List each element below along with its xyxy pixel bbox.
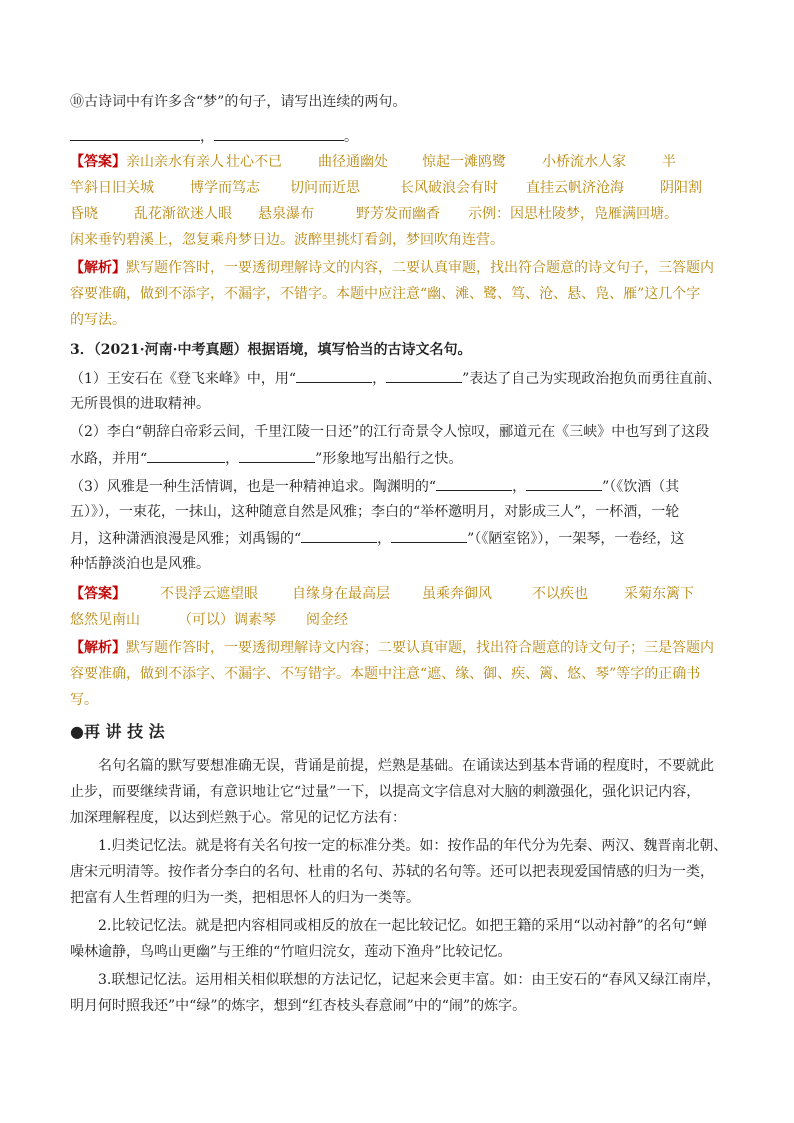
paragraph-4-line-1: 3.联想记忆法。运用相关相似联想的方法记忆，记起来会更丰富。如：由王安石的“春风又绿江南岸， <box>98 972 721 988</box>
period: 。 <box>344 129 358 145</box>
answer-blank[interactable] <box>386 368 462 383</box>
analysis-tag: 【解析】 <box>70 260 126 276</box>
text: ”（《饮酒（其 <box>602 479 680 495</box>
answer-blank[interactable] <box>70 126 200 141</box>
answer-1-line-2 <box>70 178 702 198</box>
section-heading <box>70 722 165 742</box>
answer-blank[interactable] <box>436 476 512 491</box>
answer-item: 亲山亲水有亲人 <box>126 154 224 170</box>
analysis-tag: 【解析】 <box>70 640 126 656</box>
section-title: 再 讲 技 法 <box>83 722 165 741</box>
paragraph-3-line-1: 2.比较记忆法。就是把内容相同或相反的放在一起比较记忆。如把王籍的采用“以动衬静”的名句“蝉 <box>98 918 707 934</box>
analysis-text: 默写题作答时，一要透彻理解诗文的内容，二要认真审题，找出符合题意的诗文句子，三答题内 <box>126 260 714 276</box>
analysis-2-line-3: 写。 <box>70 692 98 708</box>
answer-blank[interactable] <box>301 528 377 543</box>
answer-tag: 【答案】 <box>70 154 126 170</box>
answer-item: 长风破浪会有时 <box>400 180 498 196</box>
analysis-1-line-3: 的写法。 <box>70 312 126 328</box>
text: （3）风雅是一种生活情调，也是一种精神追求。陶渊明的“ <box>70 479 437 495</box>
answer-item: 曲径通幽处 <box>318 154 388 170</box>
text: ， <box>225 451 240 467</box>
answer-item: 虽乘奔御风 <box>422 586 492 602</box>
question-10-blanks <box>70 126 358 147</box>
comma: ， <box>200 129 214 145</box>
q3-part-3-line-3 <box>70 528 684 549</box>
answer-item: 悠然见南山 <box>70 612 140 628</box>
answer-item: 阴阳割 <box>660 180 702 196</box>
text: ”表达了自己为实现政治抱负而勇往直前、 <box>462 371 722 387</box>
paragraph-2-line-2: 唐宋元明清等。按作者分李白的名句、杜甫的名句、苏轼的名句等。还可以把表现爱国情感的归为一类， <box>70 864 714 880</box>
answer-item: 野芳发而幽香 <box>356 206 440 222</box>
answer-blank[interactable] <box>214 126 344 141</box>
answer-item: 乱花渐欲迷人眼 <box>134 206 232 222</box>
paragraph-2-line-3: 把富有人生哲理的归为一类，把相思怀人的归为一类等。 <box>70 890 420 906</box>
paragraph-3-line-2: 噪林逾静，鸟鸣山更幽”与王维的“竹喧归浣女，莲动下渔舟”比较记忆。 <box>70 944 512 960</box>
text: ， <box>377 531 392 547</box>
answer-1-line-4: 闲来垂钓碧溪上，忽复乘舟梦日边。波醉里挑灯看剑，梦回吹角连营。 <box>70 232 504 248</box>
answer-item: 不以疾也 <box>532 586 588 602</box>
question-instruction: 根据语境，填写恰当的古诗文名句。 <box>247 342 472 358</box>
answer-item: 自缘身在最高层 <box>292 586 390 602</box>
answer-1-line-3 <box>70 204 678 224</box>
question-10-prompt: ⑩古诗词中有许多含“梦”的句子，请写出连续的两句。 <box>70 94 407 110</box>
answer-item: 昏晓 <box>70 206 98 222</box>
q3-part-1-line-2: 无所畏惧的进取精神。 <box>70 396 210 412</box>
answer-blank[interactable] <box>526 476 602 491</box>
answer-blank[interactable] <box>296 368 372 383</box>
analysis-1-line-1 <box>70 258 714 278</box>
answer-item: （可以）调素琴 <box>178 612 276 628</box>
q3-part-3-line-1 <box>70 476 679 497</box>
answer-item: 切问而近思 <box>290 180 360 196</box>
analysis-text: 默写题作答时，一要透彻理解诗文内容；二要认真审题，找出符合题意的诗文句子；三是答题内 <box>126 640 714 656</box>
analysis-2-line-2: 容要准确，做到不添字、不漏字、不写错字。本题中注意“遮、缘、御、疾、篱、悠、琴”等字的正确书 <box>70 666 701 682</box>
answer-item: 小桥流水人家 <box>542 154 626 170</box>
answer-item: 示例：因思杜陵梦，凫雁满回塘。 <box>468 206 678 222</box>
answer-tag: 【答案】 <box>70 586 126 602</box>
answer-item: 悬泉瀑布 <box>258 206 314 222</box>
text: 月，这种潇洒浪漫是风雅；刘禹锡的“ <box>70 531 302 547</box>
answer-item: 半 <box>662 154 676 170</box>
text: ， <box>372 371 387 387</box>
answer-2-line-2 <box>70 610 348 630</box>
answer-item: 直挂云帆济沧海 <box>526 180 624 196</box>
answer-item: 不畏浮云遮望眼 <box>160 586 258 602</box>
answer-item: 壮心不已 <box>226 154 282 170</box>
text: ”（《陋室铭》），一架琴，一卷经，这 <box>467 531 685 547</box>
answer-1-line-1 <box>70 152 676 172</box>
q3-part-2-line-1: （2）李白“朝辞白帝彩云间，千里江陵一日还”的江行奇景令人惊叹，郦道元在《三峡》中也写到了这段 <box>70 424 710 440</box>
paragraph-2-line-1: 1.归类记忆法。就是将有关名句按一定的标准分类。如：按作品的年代分为先秦、两汉、魏晋南北朝、 <box>98 838 728 854</box>
answer-2-line-1 <box>70 584 694 604</box>
answer-blank[interactable] <box>239 448 315 463</box>
answer-item: 惊起一滩鸥鹭 <box>422 154 506 170</box>
q3-part-2-line-2 <box>70 448 462 469</box>
answer-blank[interactable] <box>147 448 225 463</box>
answer-blank[interactable] <box>391 528 467 543</box>
answer-item: 阅金经 <box>306 612 348 628</box>
answer-item: 竿斜日旧关城 <box>70 180 154 196</box>
paragraph-1-line-1: 名句名篇的默写要想准确无误，背诵是前提，烂熟是基础。在诵读达到基本背诵的程度时，不要就此 <box>98 758 714 774</box>
text: ， <box>512 479 527 495</box>
analysis-1-line-2: 容要准确，做到不添字，不漏字，不错字。本题中应注意“幽、滩、鹭、笃、沧、悬、凫、雁”这几个字 <box>70 286 701 302</box>
q3-part-1-line-1 <box>70 368 721 389</box>
question-3-header <box>70 340 471 360</box>
answer-item: 博学而笃志 <box>190 180 260 196</box>
text: （1）王安石在《登飞来峰》中，用“ <box>70 371 297 387</box>
paragraph-4-line-2: 明月何时照我还”中“绿”的炼字，想到“红杏枝头春意闹”中的“闹”的炼字。 <box>70 998 527 1014</box>
text: ”形象地写出船行之快。 <box>315 451 463 467</box>
text: 水路，并用“ <box>70 451 148 467</box>
question-source: （2021·河南·中考真题） <box>93 342 248 358</box>
question-number: 3． <box>70 342 94 358</box>
q3-part-3-line-2: 五）》），一束花，一抹山，这种随意自然是风雅；李白的“举杯邀明月，对影成三人”，一杯酒，一轮 <box>70 504 680 520</box>
answer-item: 采菊东篱下 <box>624 586 694 602</box>
paragraph-1-line-2: 止步，而要继续背诵，有意识地让它“过量”一下，以提高文字信息对大脑的刺激强化，强化识记内容， <box>70 784 701 800</box>
paragraph-1-line-3: 加深理解程度，以达到烂熟于心。常见的记忆方法有： <box>70 810 406 826</box>
q3-part-3-line-4: 种恬静淡泊也是风雅。 <box>70 556 210 572</box>
analysis-2-line-1 <box>70 638 714 658</box>
bullet-icon: ● <box>70 722 84 741</box>
